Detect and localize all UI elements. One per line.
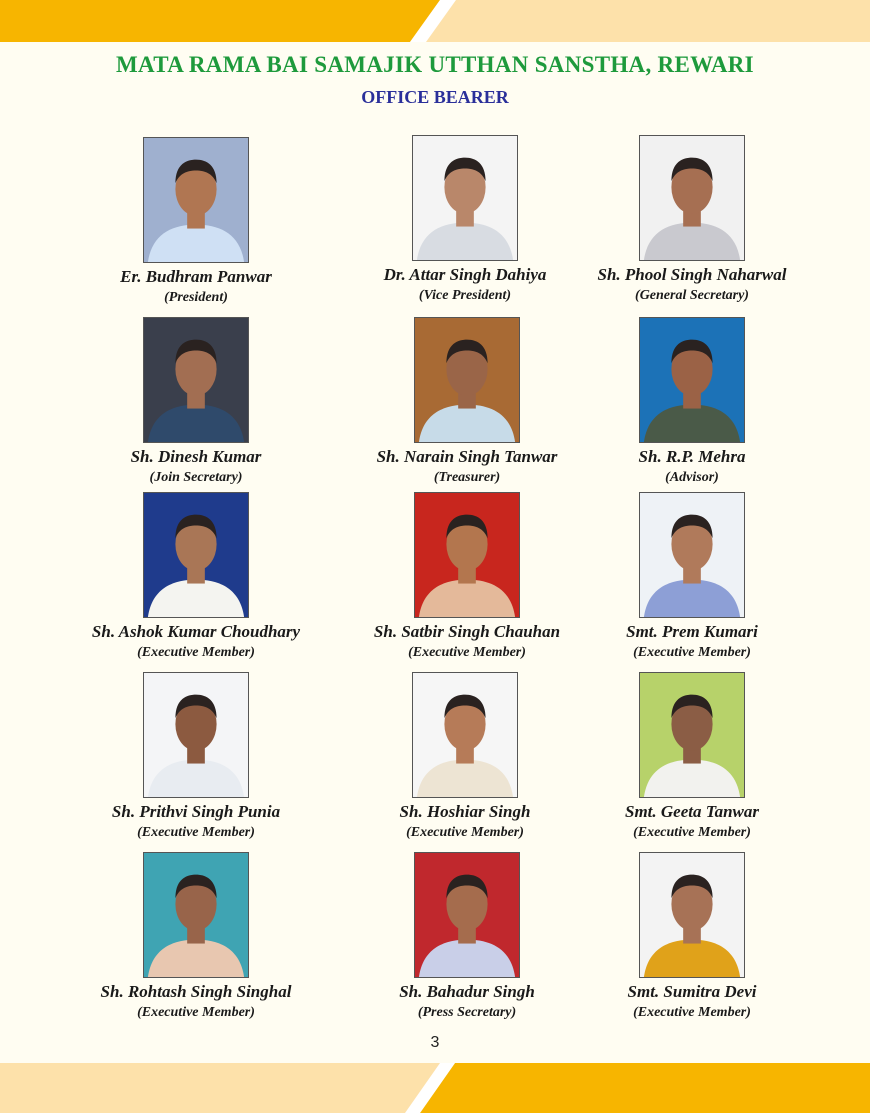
portrait-illustration <box>640 673 744 797</box>
member-card <box>51 317 341 487</box>
member-photo <box>143 492 249 618</box>
member-card <box>51 492 341 662</box>
member-role: (Executive Member) <box>633 825 751 840</box>
portrait-illustration <box>415 853 519 977</box>
member-role: (Executive Member) <box>633 1005 751 1020</box>
member-photo <box>639 852 745 978</box>
portrait-illustration <box>415 493 519 617</box>
member-card <box>547 135 837 305</box>
member-photo <box>412 672 518 798</box>
member-name: Dr. Attar Singh Dahiya <box>383 265 547 284</box>
member-name: Sh. Phool Singh Naharwal <box>597 265 787 284</box>
portrait-illustration <box>415 318 519 442</box>
member-photo <box>143 317 249 443</box>
member-role: (Treasurer) <box>433 470 501 485</box>
member-role: (President) <box>164 290 228 305</box>
member-name: Sh. Rohtash Singh Singhal <box>100 982 292 1001</box>
member-name: Smt. Sumitra Devi <box>627 982 757 1001</box>
bottom-decorative-band <box>0 1063 870 1113</box>
member-card <box>547 852 837 1022</box>
member-role: (Join Secretary) <box>149 470 243 485</box>
member-name: Sh. Ashok Kumar Choudhary <box>91 622 301 641</box>
member-role: (Executive Member) <box>408 645 526 660</box>
member-name: Sh. Bahadur Singh <box>399 982 535 1001</box>
portrait-illustration <box>144 138 248 262</box>
member-name: Sh. Prithvi Singh Punia <box>111 802 281 821</box>
member-card <box>547 492 837 662</box>
member-name: Sh. R.P. Mehra <box>638 447 746 466</box>
member-role: (Press Secretary) <box>417 1005 517 1020</box>
portrait-illustration <box>144 318 248 442</box>
member-role: (Vice President) <box>418 288 512 303</box>
member-photo <box>143 852 249 978</box>
member-name: Smt. Geeta Tanwar <box>625 802 759 821</box>
member-photo <box>414 317 520 443</box>
member-photo <box>639 135 745 261</box>
member-role: (Executive Member) <box>406 825 524 840</box>
member-name: Sh. Hoshiar Singh <box>399 802 531 821</box>
member-card <box>51 137 341 307</box>
member-role: (Executive Member) <box>633 645 751 660</box>
member-photo <box>414 852 520 978</box>
member-role: (Executive Member) <box>137 1005 255 1020</box>
member-photo <box>639 317 745 443</box>
member-photo <box>639 492 745 618</box>
member-card <box>547 317 837 487</box>
member-photo <box>639 672 745 798</box>
member-photo <box>412 135 518 261</box>
portrait-illustration <box>144 853 248 977</box>
member-name: Sh. Satbir Singh Chauhan <box>373 622 561 641</box>
portrait-illustration <box>144 493 248 617</box>
member-name: Smt. Prem Kumari <box>626 622 758 641</box>
member-name: Er. Budhram Panwar <box>120 267 272 286</box>
member-role: (General Secretary) <box>635 288 749 303</box>
member-name: Sh. Dinesh Kumar <box>130 447 262 466</box>
portrait-illustration <box>413 673 517 797</box>
organization-title: MATA RAMA BAI SAMAJIK UTTHAN SANSTHA, REWARI <box>116 52 754 77</box>
member-card <box>51 852 341 1022</box>
portrait-illustration <box>640 493 744 617</box>
member-photo <box>143 672 249 798</box>
portrait-illustration <box>413 136 517 260</box>
member-role: (Advisor) <box>665 470 719 485</box>
portrait-illustration <box>144 673 248 797</box>
section-heading: OFFICE BEARER <box>361 87 509 107</box>
portrait-illustration <box>640 853 744 977</box>
member-name: Sh. Narain Singh Tanwar <box>376 447 558 466</box>
top-decorative-band <box>0 0 870 42</box>
member-role: (Executive Member) <box>137 645 255 660</box>
member-photo <box>143 137 249 263</box>
portrait-illustration <box>640 318 744 442</box>
member-card <box>51 672 341 842</box>
member-card <box>547 672 837 842</box>
portrait-illustration <box>640 136 744 260</box>
member-role: (Executive Member) <box>137 825 255 840</box>
member-photo <box>414 492 520 618</box>
page-number: 3 <box>430 1034 440 1051</box>
